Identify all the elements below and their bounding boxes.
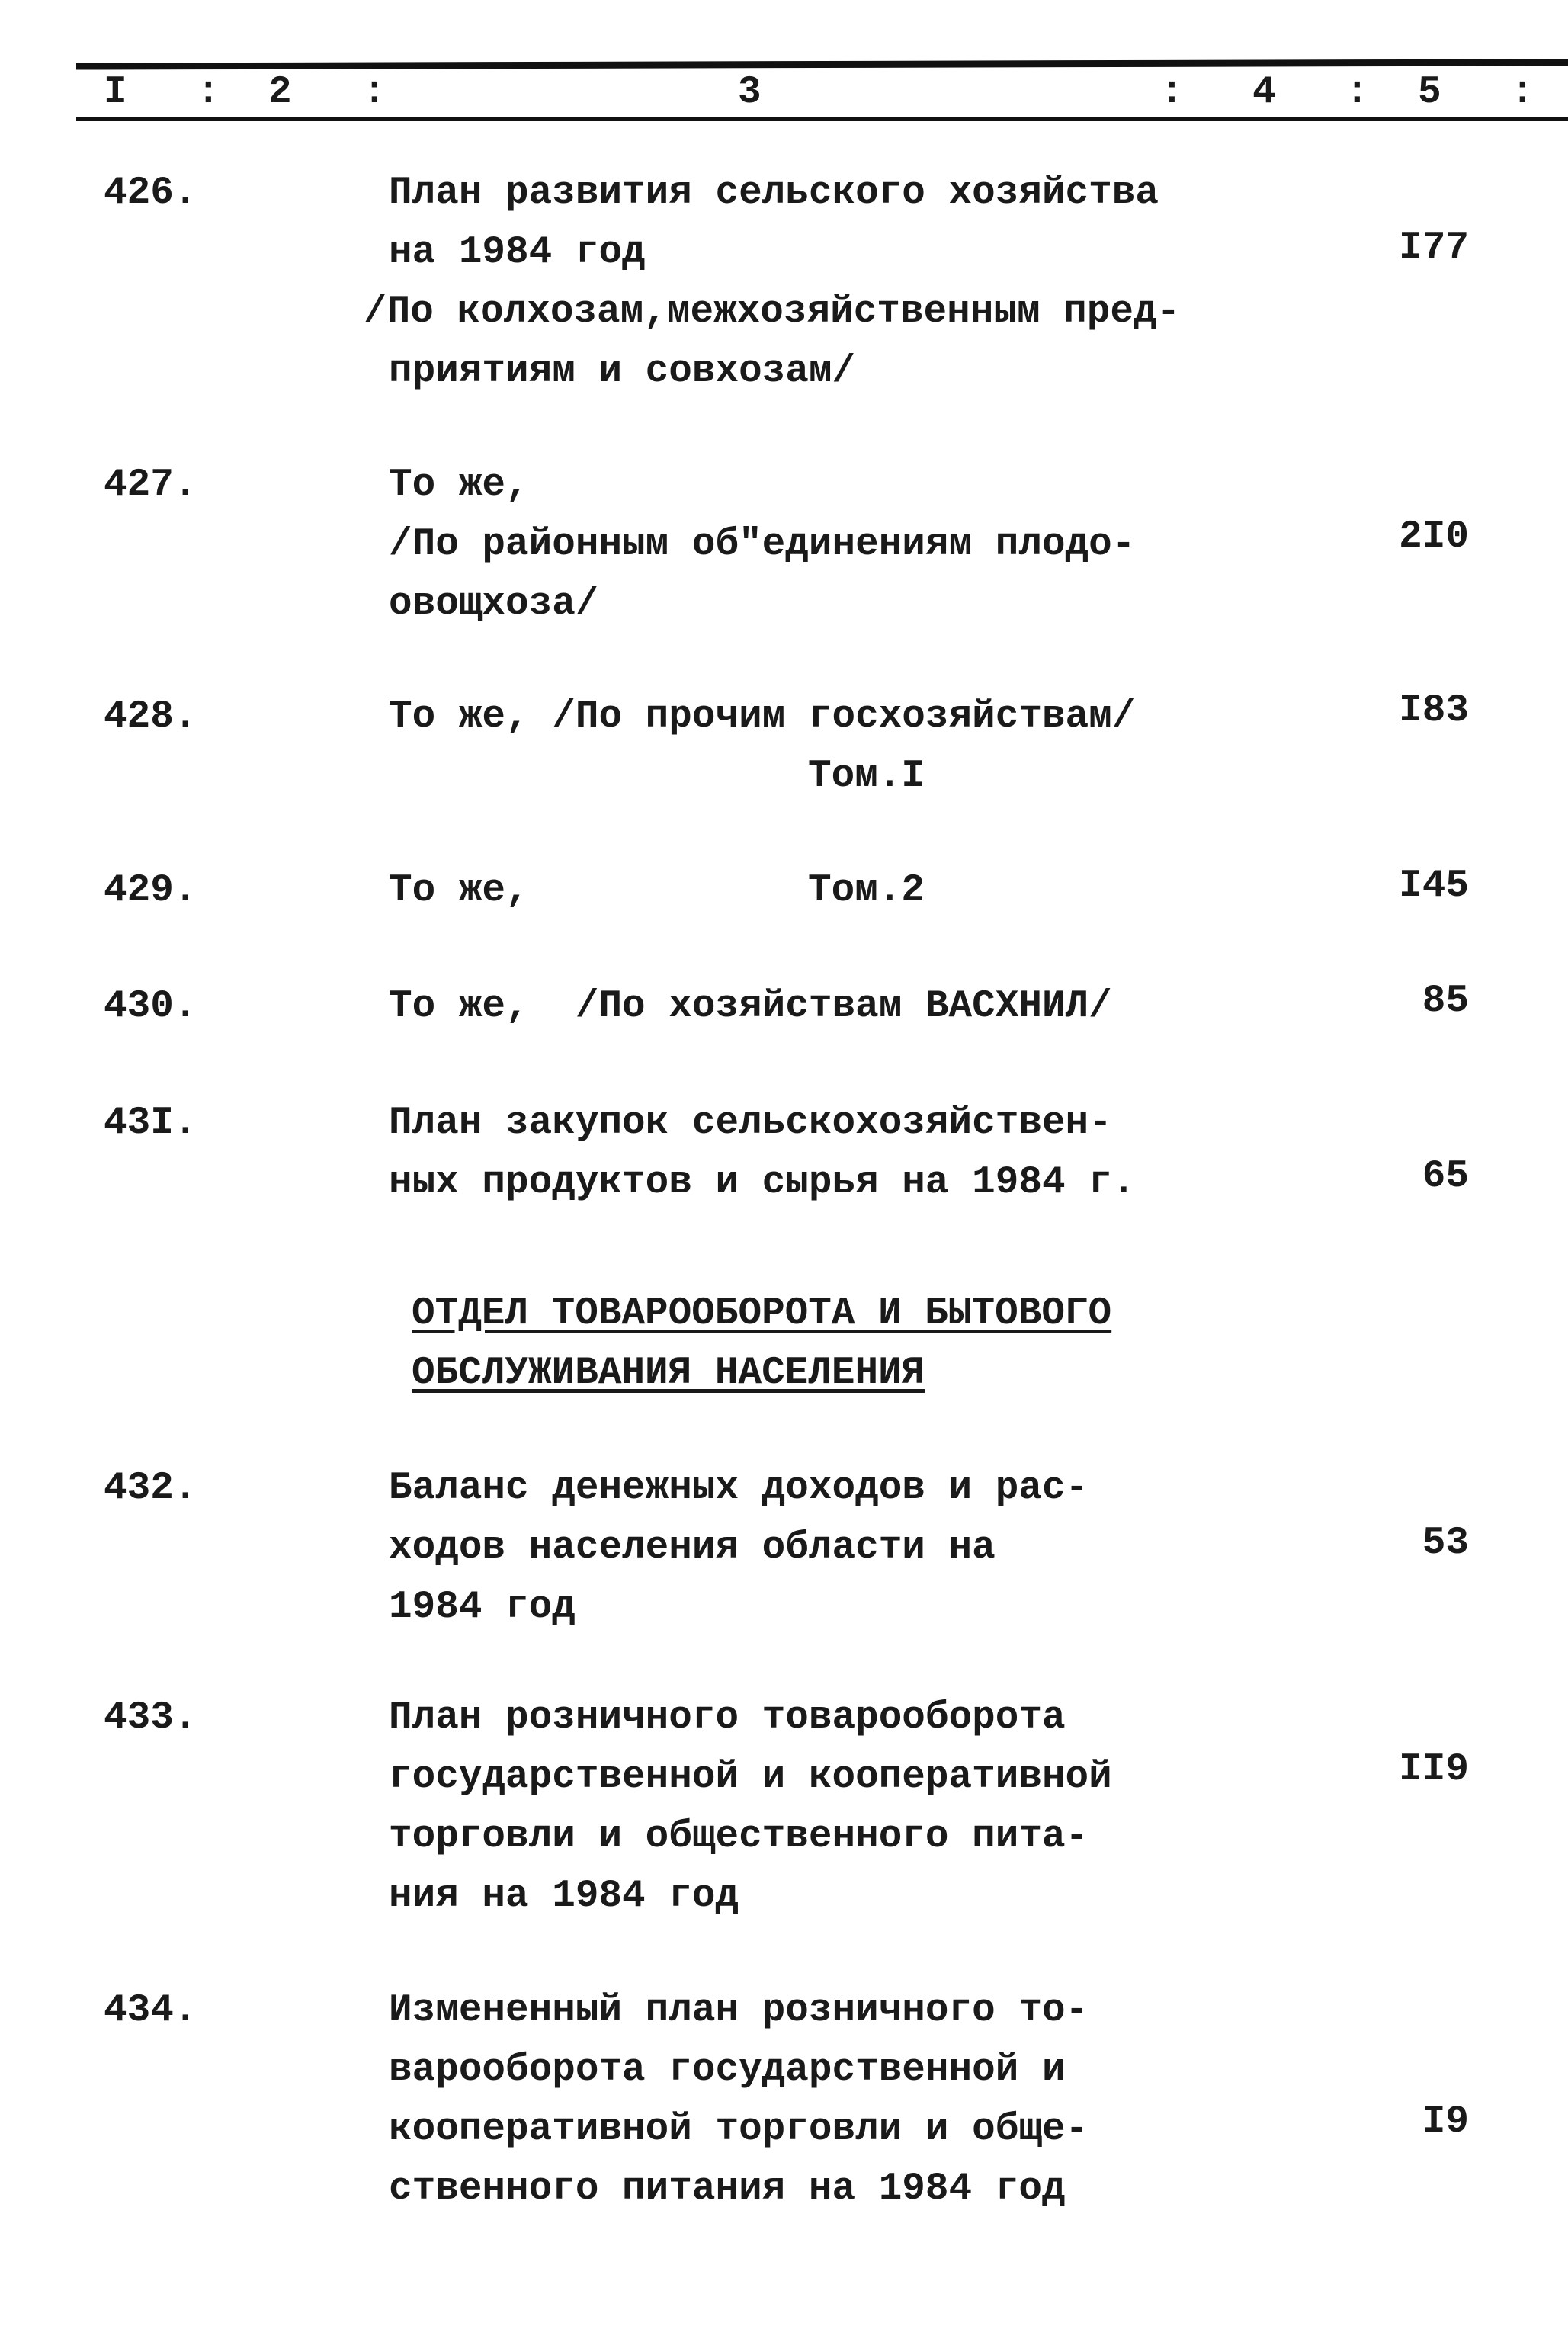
entry-number: 430. — [104, 985, 197, 1028]
entry-title-line: на 1984 год — [389, 231, 646, 274]
volume-label: Том.2 — [808, 869, 925, 913]
col-sep: : — [1345, 71, 1369, 114]
header-bottom-rule — [76, 117, 1568, 121]
col-sep: : — [197, 71, 220, 114]
entry-title-line: овощхоза/ — [389, 582, 599, 626]
section-heading-line: ОБСЛУЖИВАНИЯ НАСЕЛЕНИЯ — [412, 1352, 925, 1395]
entry-number: 432. — [104, 1467, 197, 1510]
entry-title-line: То же, /По хозяйствам ВАСХНИЛ/ — [389, 985, 1112, 1028]
col-sep: : — [1511, 71, 1534, 114]
volume-label: Том.I — [808, 755, 925, 798]
entry-number: 43I. — [104, 1102, 197, 1145]
sheet-count: I83 — [1399, 689, 1469, 733]
col-1-header: I — [104, 71, 127, 114]
entry-title-line: План закупок сельскохозяйствен- — [389, 1102, 1112, 1145]
entry-number: 427. — [104, 464, 197, 507]
col-sep: : — [363, 71, 386, 114]
sheet-count: I45 — [1399, 865, 1469, 908]
entry-number: 429. — [104, 869, 197, 913]
sheet-count: II9 — [1399, 1748, 1469, 1792]
col-sep: : — [1160, 71, 1184, 114]
col-3-header: 3 — [738, 71, 762, 114]
entry-title-line: То же, /По прочим госхозяйствам/ — [389, 695, 1136, 739]
entry-title-line: ственного питания на 1984 год — [389, 2167, 1066, 2211]
col-4-header: 4 — [1252, 71, 1276, 114]
header-top-rule — [76, 59, 1568, 69]
entry-title-line: ных продуктов и сырья на 1984 г. — [389, 1161, 1136, 1205]
entry-title-line: варооборота государственной и — [389, 2048, 1066, 2092]
entry-title-line: План развития сельского хозяйства — [389, 172, 1159, 215]
entry-title-line: План розничного товарооборота — [389, 1696, 1066, 1740]
col-2-header: 2 — [268, 71, 292, 114]
sheet-count: 85 — [1422, 980, 1469, 1023]
entry-title-line: торговли и общественного пита- — [389, 1815, 1089, 1859]
entry-title-line: /По районным об"единениям плодо- — [389, 523, 1136, 566]
entry-number: 426. — [104, 172, 197, 215]
entry-title-line: кооперативной торговли и обще- — [389, 2108, 1089, 2151]
entry-title-line: Измененный план розничного то- — [389, 1989, 1089, 2032]
sheet-count: 65 — [1422, 1155, 1469, 1198]
entry-title-line: Баланс денежных доходов и рас- — [389, 1467, 1089, 1510]
entry-number: 434. — [104, 1989, 197, 2032]
sheet-count: 2I0 — [1399, 515, 1469, 559]
entry-title-line: государственной и кооперативной — [389, 1756, 1112, 1799]
section-heading-line: ОТДЕЛ ТОВАРООБОРОТА И БЫТОВОГО — [412, 1292, 1112, 1336]
entry-title-line: То же, — [389, 464, 529, 507]
entry-title-line: 1984 год — [389, 1586, 576, 1629]
entry-title-line: приятиям и совхозам/ — [389, 350, 856, 393]
entry-title-line: ния на 1984 год — [389, 1875, 739, 1918]
col-5-header: 5 — [1418, 71, 1441, 114]
entry-title-line: То же, — [389, 869, 529, 913]
sheet-count: I77 — [1399, 226, 1469, 270]
entry-title-line: /По колхозам,межхозяйственным пред- — [364, 290, 1181, 334]
entry-title-line: ходов населения области на — [389, 1526, 996, 1570]
entry-number: 428. — [104, 695, 197, 739]
sheet-count: 53 — [1422, 1522, 1469, 1565]
sheet-count: I9 — [1422, 2100, 1469, 2144]
entry-number: 433. — [104, 1696, 197, 1740]
